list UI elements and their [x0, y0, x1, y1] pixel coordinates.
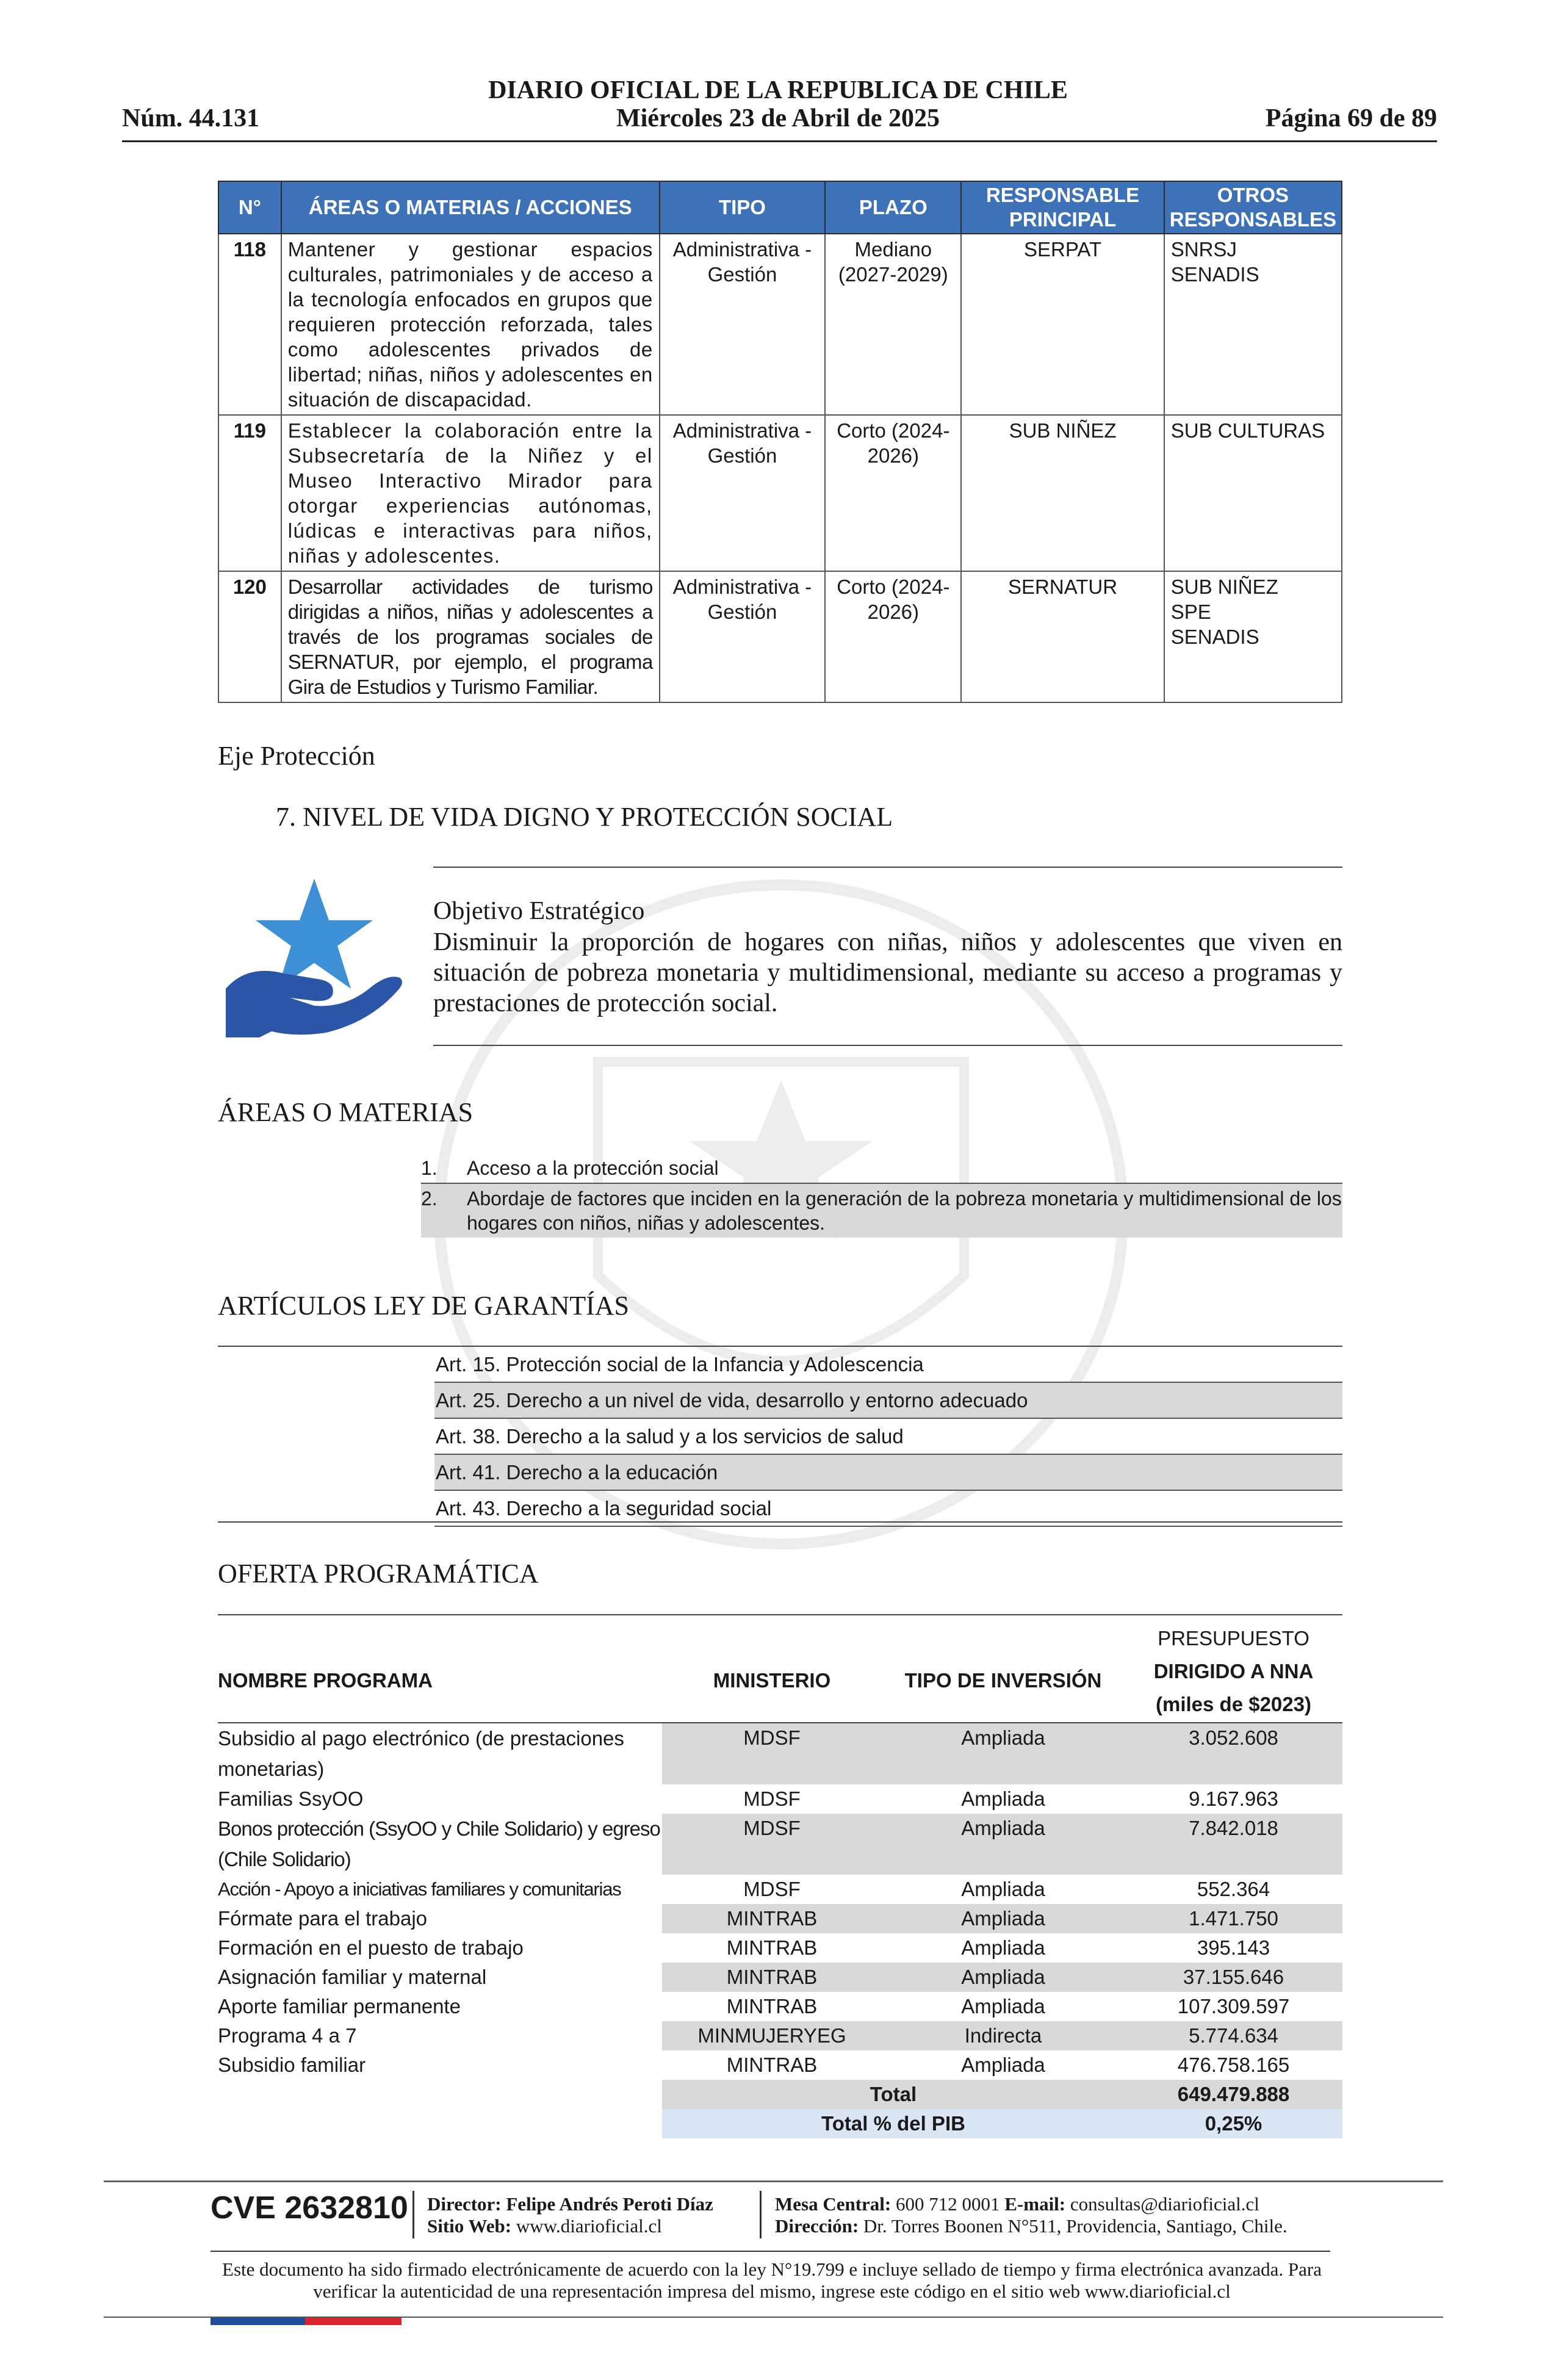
articulos-list [434, 1347, 1342, 1527]
presupuesto-line-1: PRESUPUESTO [1158, 1627, 1309, 1650]
program-ministerio: MINTRAB [726, 2054, 818, 2076]
oferta-heading: OFERTA PROGRAMÁTICA [218, 1559, 539, 1588]
list-item: Art. 15. Protección social de la Infancia y Adolescencia [434, 1347, 1342, 1383]
program-tipo: Ampliada [882, 1963, 1125, 1992]
col-header-ministerio: MINISTERIO [713, 1669, 831, 1692]
area-text: Acceso a la protección social [467, 1157, 719, 1179]
list-item: Art. 38. Derecho a la salud y a los servicios de salud [434, 1419, 1342, 1455]
col-header-otros: OTROS RESPONSABLES [1164, 181, 1342, 234]
row-plazo: Corto (2024-2026) [825, 415, 961, 571]
row-number: 120 [218, 571, 281, 702]
list-item [421, 1184, 1342, 1238]
program-monto: 9.167.963 [1189, 1787, 1278, 1810]
row-action: Desarrollar actividades de turismo dirigidas a niños, niñas y adolescentes a través de los programas sociales de SERNATUR, por ejemplo, el programa Gira de Estudios y Turismo Familiar. [281, 571, 660, 702]
list-item [421, 1153, 1342, 1184]
program-tipo: Indirecta [882, 2021, 1125, 2050]
actions-table-header [218, 181, 1342, 234]
row-responsable: SERNATUR [961, 571, 1164, 702]
pib-value: 0,25% [1125, 2109, 1342, 2138]
presupuesto-line-3: (miles de $2023) [1156, 1693, 1311, 1715]
table-row [218, 1992, 1342, 2021]
program-tipo: Ampliada [961, 1878, 1045, 1900]
row-otros: SUB CULTURAS [1164, 415, 1342, 571]
table-row [218, 1814, 1342, 1875]
program-ministerio: MDSF [662, 1723, 882, 1784]
program-name: Subsidio al pago electrónico (de prestaciones monetarias) [218, 1727, 624, 1780]
total-row [218, 2080, 1342, 2109]
oferta-top-rule [218, 1614, 1342, 1615]
total-label: Total [662, 2080, 1125, 2109]
program-monto: 476.758.165 [1177, 2054, 1290, 2076]
row-number: 118 [218, 234, 281, 415]
mesa-label: Mesa Central: [775, 2193, 891, 2215]
table-row [218, 1784, 1342, 1814]
program-name: Familias SsyOO [218, 1787, 364, 1810]
table-row [218, 2050, 1342, 2080]
footer-contact [775, 2193, 1288, 2237]
table-row [218, 234, 1342, 415]
program-name: Acción - Apoyo a iniciativas familiares y comunitarias [218, 1878, 621, 1900]
program-name: Programa 4 a 7 [218, 2024, 357, 2047]
area-number: 1. [421, 1157, 438, 1179]
footer-director [427, 2193, 713, 2237]
program-monto: 1.471.750 [1125, 1904, 1342, 1933]
program-ministerio: MINTRAB [662, 1904, 882, 1933]
objective-label: Objetivo Estratégico [433, 897, 645, 925]
program-name: Aporte familiar permanente [218, 1995, 461, 2018]
program-ministerio: MDSF [743, 1878, 801, 1900]
articulos-bottom-rule [218, 1521, 1342, 1523]
areas-heading: ÁREAS O MATERIAS [218, 1097, 474, 1127]
issue-number: Núm. 44.131 [122, 104, 260, 132]
program-tipo: Ampliada [961, 1787, 1045, 1810]
flag-blue-stripe [211, 2318, 305, 2325]
col-header-plazo: PLAZO [825, 181, 961, 234]
objective-top-rule [433, 867, 1342, 868]
table-row [218, 1904, 1342, 1933]
row-number: 119 [218, 415, 281, 571]
email-label: E-mail: [1004, 2193, 1066, 2215]
row-plazo: Mediano (2027-2029) [825, 234, 961, 415]
mesa-phone: 600 712 0001 [896, 2193, 1000, 2215]
program-name: Subsidio familiar [218, 2054, 366, 2076]
row-responsable: SERPAT [961, 234, 1164, 415]
area-text: Abordaje de factores que inciden en la generación de la pobreza monetaria y multidimensional de los hogares con niños, niñas y adolescentes. [467, 1188, 1342, 1234]
col-header-tipo: TIPO DE INVERSIÓN [904, 1669, 1102, 1692]
program-monto: 395.143 [1197, 1936, 1270, 1959]
articulos-heading: ARTÍCULOS LEY DE GARANTÍAS [218, 1291, 630, 1321]
sitio-label: Sitio Web: [427, 2215, 512, 2237]
areas-list [421, 1153, 1342, 1238]
email-address[interactable]: consultas@diarioficial.cl [1070, 2193, 1259, 2215]
footer-top-rule [104, 2180, 1443, 2182]
list-item: Art. 41. Derecho a la educación [434, 1455, 1342, 1491]
program-tipo: Ampliada [961, 1936, 1045, 1959]
program-monto: 3.052.608 [1125, 1723, 1342, 1784]
program-tipo: Ampliada [882, 1904, 1125, 1933]
footer-rule [211, 2251, 1330, 2252]
pib-row [218, 2109, 1342, 2138]
table-row [218, 2021, 1342, 2050]
col-header-responsable: RESPONSABLE PRINCIPAL [961, 181, 1164, 234]
row-responsable: SUB NIÑEZ [961, 415, 1164, 571]
row-tipo: Administrativa - Gestión [660, 571, 826, 702]
programs-table [218, 1622, 1342, 2138]
row-action: Mantener y gestionar espacios culturales, patrimoniales y de acceso a la tecnología enfocados en grupos que requieren protección reforzada, tales como adolescentes privados de libertad; niñas, niños y adolescentes en situación de discapacidad. [281, 234, 660, 415]
program-ministerio: MINTRAB [726, 1936, 818, 1959]
table-row [218, 1875, 1342, 1904]
flag-red-stripe [305, 2318, 402, 2325]
issue-date: Miércoles 23 de Abril de 2025 [616, 104, 940, 132]
actions-table [218, 181, 1342, 703]
hand-star-icon [223, 873, 406, 1037]
eje-heading: Eje Protección [218, 741, 375, 771]
program-name: Asignación familiar y maternal [218, 1966, 487, 1988]
program-ministerio: MDSF [743, 1787, 801, 1810]
objective-bottom-rule [433, 1045, 1342, 1046]
program-monto: 5.774.634 [1125, 2021, 1342, 2050]
area-number: 2. [421, 1188, 438, 1210]
cve-code: CVE 2632810 [211, 2190, 408, 2226]
row-tipo: Administrativa - Gestión [660, 234, 826, 415]
table-row [218, 415, 1342, 571]
program-tipo: Ampliada [882, 1814, 1125, 1875]
presupuesto-line-2: DIRIGIDO A NNA [1153, 1660, 1314, 1682]
table-row [218, 1963, 1342, 1992]
nivel-heading: 7. NIVEL DE VIDA DIGNO Y PROTECCIÓN SOCIAL [276, 802, 893, 832]
program-ministerio: MINTRAB [662, 1963, 882, 1992]
footer-separator [412, 2191, 414, 2238]
direccion-label: Dirección: [775, 2215, 859, 2237]
row-action: Establecer la colaboración entre la Subsecretaría de la Niñez y el Museo Interactivo Mirador para otorgar experiencias autónomas, lúdicas e interactivas para niños, niñas y adolescentes. [281, 415, 660, 571]
program-monto: 107.309.597 [1177, 1995, 1290, 2018]
programs-table-header [218, 1622, 1342, 1722]
table-row [218, 1933, 1342, 1963]
row-otros: SUB NIÑEZ SPE SENADIS [1164, 571, 1342, 702]
row-tipo: Administrativa - Gestión [660, 415, 826, 571]
program-tipo: Ampliada [961, 2054, 1045, 2076]
director-label: Director: [427, 2193, 502, 2215]
col-header-presupuesto [1125, 1622, 1342, 1722]
row-plazo: Corto (2024-2026) [825, 571, 961, 702]
program-name: Formación en el puesto de trabajo [218, 1936, 524, 1959]
list-item: Art. 25. Derecho a un nivel de vida, desarrollo y entorno adecuado [434, 1383, 1342, 1419]
footer-note: Este documento ha sido firmado electrónicamente de acuerdo con la ley N°19.799 e incluye sellado de tiempo y firma electrónica avanzada. Para verificar la autenticidad de una representación impresa del mismo, ingrese este código en el sitio web www.diarioficial.cl [222, 2259, 1322, 2302]
sitio-url[interactable]: www.diarioficial.cl [516, 2215, 662, 2237]
col-header-n: N° [218, 181, 281, 234]
table-row [218, 1723, 1342, 1784]
program-monto: 37.155.646 [1125, 1963, 1342, 1992]
program-tipo: Ampliada [882, 1723, 1125, 1784]
program-tipo: Ampliada [961, 1995, 1045, 2018]
objective-text: Disminuir la proporción de hogares con niñas, niños y adolescentes que viven en situación de pobreza monetaria y multidimensional, mediante su acceso a programas y prestaciones de protección social. [433, 928, 1342, 1017]
newspaper-title: DIARIO OFICIAL DE LA REPUBLICA DE CHILE [488, 76, 1068, 104]
program-name: Bonos protección (SsyOO y Chile Solidario) y egreso (Chile Solidario) [218, 1817, 660, 1870]
pib-label: Total % del PIB [662, 2109, 1125, 2138]
footer-separator [760, 2191, 762, 2238]
direccion-text: Dr. Torres Boonen N°511, Providencia, Santiago, Chile. [863, 2215, 1288, 2237]
program-monto: 552.364 [1197, 1878, 1270, 1900]
list-item: Art. 43. Derecho a la seguridad social [434, 1491, 1342, 1527]
program-ministerio: MDSF [662, 1814, 882, 1875]
total-value: 649.479.888 [1125, 2080, 1342, 2109]
col-header-tipo: TIPO [660, 181, 826, 234]
program-monto: 7.842.018 [1125, 1814, 1342, 1875]
program-ministerio: MINMUJERYEG [662, 2021, 882, 2050]
table-row [218, 571, 1342, 702]
program-name: Fórmate para el trabajo [218, 1907, 428, 1930]
page-indicator: Página 69 de 89 [1265, 104, 1437, 132]
director-name: Felipe Andrés Peroti Díaz [506, 2193, 713, 2215]
col-header-nombre: NOMBRE PROGRAMA [218, 1669, 433, 1692]
row-otros: SNRSJ SENADIS [1164, 234, 1342, 415]
program-ministerio: MINTRAB [726, 1995, 818, 2018]
header-rule [122, 140, 1437, 142]
col-header-areas: ÁREAS O MATERIAS / ACCIONES [281, 181, 660, 234]
